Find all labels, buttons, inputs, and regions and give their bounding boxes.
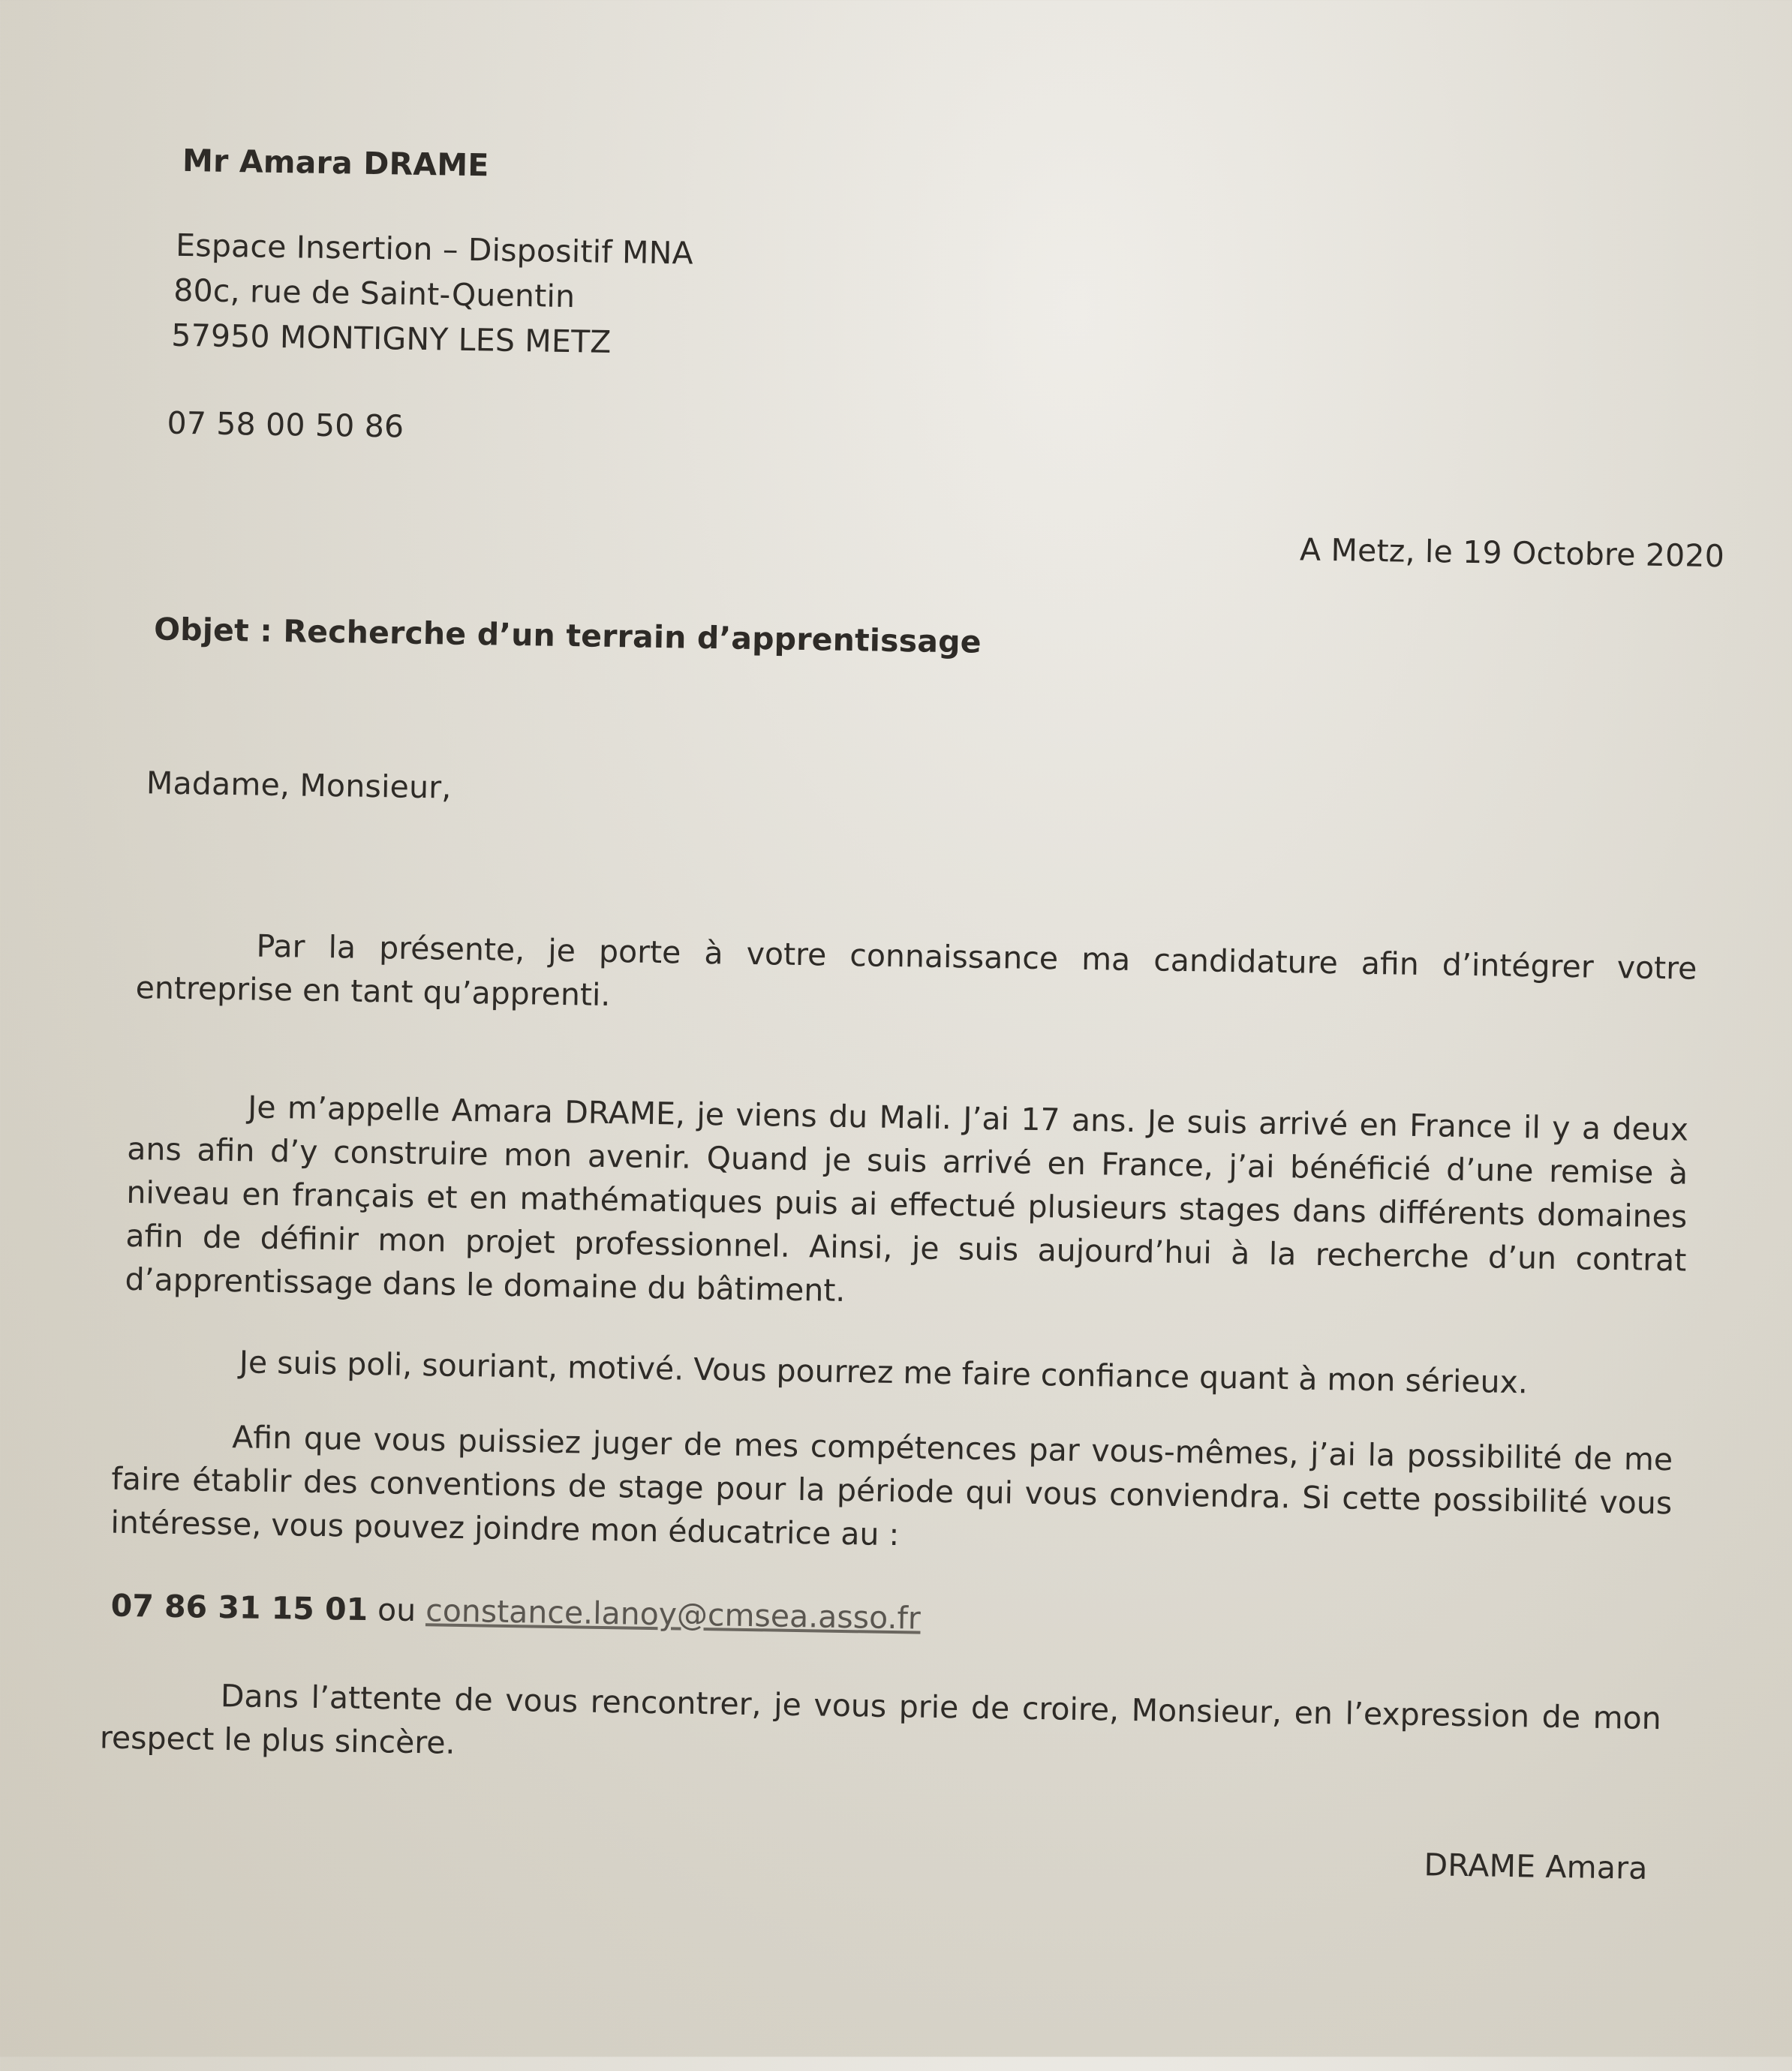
subject-line: Objet : Recherche d’un terrain d’apprentissage (153, 611, 982, 660)
paragraph-text: Afin que vous puissiez juger de mes compétences par vous-mêmes, j’ai la possibilité de me faire établir des conventions de stage pour la période qui vous conviendra. Si cette possibilité vous intéresse, vous pouvez joindre mon éducatrice au : (110, 1419, 1673, 1553)
indent (128, 1116, 248, 1118)
salutation: Madame, Monsieur, (146, 765, 452, 806)
educator-phone: 07 86 31 15 01 (110, 1587, 368, 1628)
educator-contact (110, 1588, 921, 1637)
paragraph-text: Par la présente, je porte à votre connaissance ma candidature afin d’intégrer votre entreprise en tant qu’apprenti. (135, 927, 1697, 1014)
sender-address-line-3: 57950 MONTIGNY LES METZ (171, 317, 612, 360)
paragraph-qualities (119, 1339, 1680, 1407)
paragraph-closing (100, 1672, 1662, 1784)
paragraph-text: Je m’appelle Amara DRAME, je viens du Mali. J’ai 17 ans. Je suis arrivé en France il y a deux ans afin d’y construire mon avenir. Quand je suis arrivé en France, j’ai bénéficié d’une remise à niveau en français et en mathématiques puis ai effectué plusieurs stages dans différents domaines afin de définir mon projet professionnel. Ainsi, je suis aujourd’hui à la recherche d’un contrat d’apprentissage dans le domaine du bâtiment. (125, 1089, 1689, 1309)
sender-phone: 07 58 00 50 86 (167, 404, 404, 445)
contact-separator: ou (367, 1592, 426, 1629)
indent (119, 1371, 239, 1373)
educator-email-link[interactable]: constance.lanoy@cmsea.asso.fr (425, 1592, 922, 1637)
sender-name: Mr Amara DRAME (182, 142, 489, 184)
date-line: A Metz, le 19 Octobre 2020 (1299, 531, 1725, 575)
signature: DRAME Amara (1424, 1847, 1648, 1886)
sender-address-line-1: Espace Insertion – Dispositif MNA (175, 227, 694, 272)
paragraph-text: Dans l’attente de vous rencontrer, je vous prie de croire, Monsieur, en l’expression de mon respect le plus sincère. (99, 1677, 1662, 1761)
paragraph-background (125, 1084, 1688, 1326)
indent (101, 1704, 221, 1706)
indent (136, 954, 256, 957)
paragraph-internship (110, 1414, 1673, 1569)
paragraph-intro (135, 922, 1697, 1034)
indent (112, 1446, 232, 1448)
sender-address-line-2: 80c, rue de Saint-Quentin (173, 272, 576, 315)
paragraph-text: Je suis poli, souriant, motivé. Vous pourrez me faire confiance quant à mon sérieux. (239, 1344, 1529, 1401)
